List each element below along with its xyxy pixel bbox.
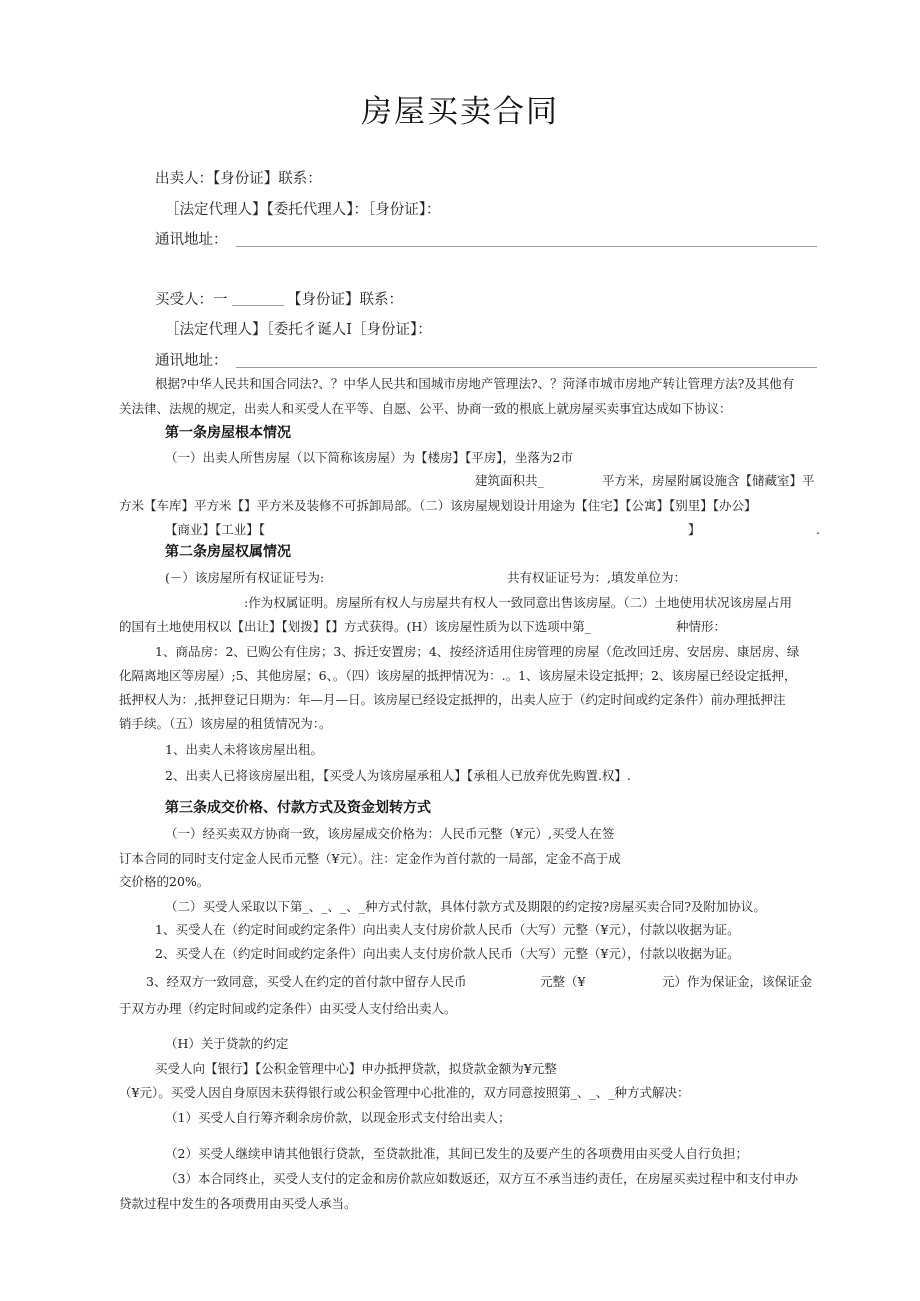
article-2-line-3a: 的国有土地使用权以【出让】【划拨】【】方式获得。(H）该房屋性质为以下选项中第_: [119, 619, 592, 634]
article-3-line-14: 贷款过程中发生的各项费用由买受人承当。: [119, 1196, 357, 1211]
buyer-line-prefix: 买受人：一: [155, 292, 228, 308]
article-1-line-4b: 】: [688, 522, 701, 537]
loan-heading: （H）关于贷款的约定: [165, 1036, 289, 1051]
intro-line-2: 关法律、法规的规定，出卖人和买受人在平等、自愿、公平、协商一致的根底上就房屋买卖事宜达成如下协议：: [119, 401, 732, 416]
article-3-line-2: 订本合同的同时支付定金人民币元整（¥元）。注：定金作为首付款的一局部，定金不高于成: [119, 851, 621, 866]
article-3-line-1: （一）经买卖双方协商一致，该房屋成交价格为：人民币元整（¥元）,买受人在签: [165, 826, 615, 841]
article-3-line-12: （2）买受人继续申请其他银行贷款，至贷款批准，其间已发生的及要产生的各项费用由买受人自行负担；: [165, 1146, 748, 1161]
article-2-line-4: 1、商品房：2、已购公有住房；3、拆迁安置房；4、按经济适用住房管理的房屋（危改回迁房、安居房、康居房、绿: [155, 644, 800, 659]
article-1-line-1: （一）出卖人所售房屋（以下简称该房屋）为【楼房】【平房】，坐落为2市: [165, 450, 573, 465]
seller-address-field[interactable]: [236, 246, 817, 247]
article-3-line-13: （3）本合同终止，买受人支付的定金和房价款应如数返还，双方互不承当违约责任，在房屋买卖过程中和支付申办: [165, 1171, 798, 1186]
article-2-heading: 第二条房屋权属情况: [165, 544, 291, 560]
article-3-line-10: （¥元）。买受人因自身原因未获得银行或公积金管理中心批准的，双方同意按照第_、_、_种方式解决：: [119, 1085, 690, 1100]
article-2-line-1b: 共有权证证号为：,填发单位为：: [507, 570, 686, 585]
article-2-line-2: :作为权属证明。房屋所有权人与房屋共有权人一致同意出售该房屋。（二）土地使用状况该房屋占用: [244, 595, 792, 610]
article-2-line-6: 抵押权人为：,抵押登记日期为：年—月—日。该房屋已经设定抵押的，出卖人应于（约定时间或约定条件）前办理抵押注: [119, 692, 786, 707]
seller-address-label: 通讯地址：: [155, 232, 228, 248]
article-1-heading: 第一条房屋根本情况: [165, 425, 291, 441]
article-3-line-7b: 元整（¥: [540, 974, 586, 989]
article-3-line-5: 1、买受人在（约定时间或约定条件）向出卖人支付房价款人民币（大写）元整（¥元），付款以收据为证。: [155, 922, 740, 937]
article-3-line-8: 于双方办理（约定时间或约定条件）由买受人支付给出卖人。: [119, 1001, 457, 1016]
article-3-line-11: （1）买受人自行筹齐剩余房价款，以现金形式支付给出卖人；: [165, 1110, 511, 1125]
article-2-line-3b: 种情形：: [676, 619, 727, 634]
seller-agent-line: ［法定代理人】【委托代理人】：［身份证】：: [165, 202, 441, 218]
article-1-line-2a: 建筑面积共_: [475, 473, 544, 488]
buyer-line-suffix: 【身份证】联系：: [287, 292, 403, 308]
contract-title: 房屋买卖合同: [361, 94, 559, 130]
buyer-agent-line: ［法定代理人】［委托彳诞人Ⅰ［身份证】：: [165, 322, 432, 338]
buyer-address-label: 通讯地址：: [155, 353, 228, 369]
article-3-heading: 第三条成交价格、付款方式及资金划转方式: [165, 800, 431, 816]
article-3-line-6: 2、买受人在（约定时间或约定条件）向出卖人支付房价款人民币（大写）元整（¥元），付款以收据为证。: [155, 946, 740, 961]
article-1-line-4c: .: [816, 522, 820, 537]
buyer-address-field[interactable]: [236, 367, 817, 368]
article-2-line-8: 1、出卖人未将该房屋出租。: [165, 742, 323, 757]
article-1-line-3: 方米【车库】平方米【】平方米及装修不可拆卸局部。（二）该房屋规划设计用途为【住宅】【公寓】【别里】【办公】: [119, 498, 757, 513]
article-1-line-4a: 【商业】【工业】【: [165, 522, 266, 537]
article-2-line-9: 2、出卖人已将该房屋出租，【买受人为该房屋承租人】【承租人已放弃优先购置.权】.: [165, 768, 631, 783]
article-2-line-5: 化隔离地区等房屋）;5、其他房屋；6、。（四）该房屋的抵押情况为：.。1、该房屋未设定抵押；2、该房屋已经设定抵押，: [119, 668, 797, 683]
intro-line-1: 根据?中华人民共和国合同法?、？中华人民共和国城市房地产管理法?、？菏泽市城市房地产转让管理方法?及其他有: [155, 376, 795, 391]
buyer-name-field[interactable]: [232, 305, 284, 306]
article-2-line-7: 销手续。（五）该房屋的租赁情况为：。: [119, 716, 332, 731]
article-3-line-9: 买受人向【银行】【公积金管理中心】申办抵押贷款，拟贷款金额为¥元整: [155, 1061, 557, 1076]
article-3-line-3: 交价格的20%。: [119, 874, 210, 889]
seller-line: 出卖人：【身份证】联系：: [155, 171, 322, 187]
article-3-line-7a: 3、经双方一致同意，买受人在约定的首付款中留存人民币: [146, 974, 467, 989]
article-3-line-7c: 元）作为保证金，该保证金: [662, 974, 813, 989]
article-1-line-2b: 平方米，房屋附属设施含【储藏室】平: [602, 473, 815, 488]
article-3-line-4: （二）买受人采取以下第_、_、_、_种方式付款，具体付款方式及期限的约定按?房屋买卖合同?及附加协议。: [165, 899, 766, 914]
article-2-line-1a: (－）该房屋所有权证证号为:: [165, 570, 325, 585]
